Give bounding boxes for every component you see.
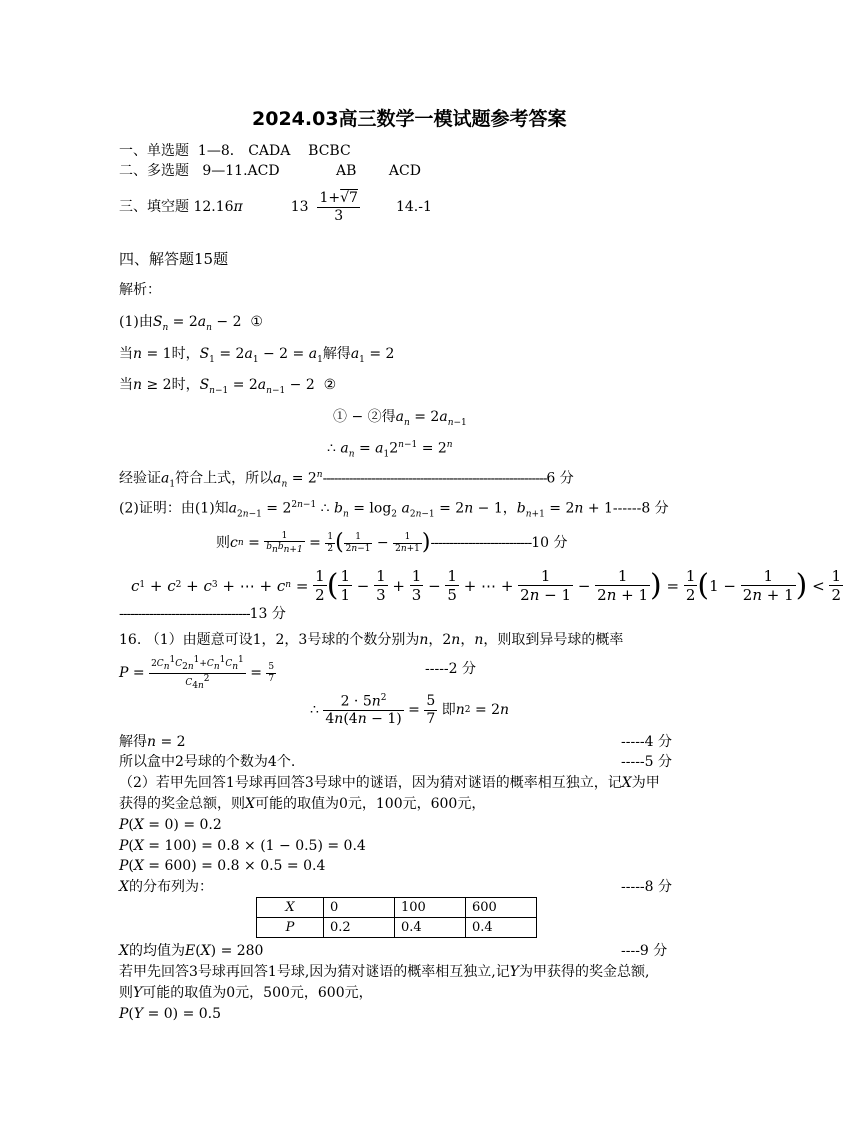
table-header-cell: X <box>257 898 324 918</box>
table-row <box>257 918 537 938</box>
q16-prob1: P(X = 0) = 0.2 <box>119 817 222 833</box>
table-header-cell: P <box>257 918 324 938</box>
q16-line2: P = $\frac{2C_n^1C_{2n}^1+C_n^1C_n^1}{C_{4n}^2}$ = $\frac{5}{7}$ <box>119 655 275 691</box>
q16-prob2: P(X = 100) = 0.8 × (1 − 0.5) = 0.4 <box>119 838 366 854</box>
q15-line7: (2)证明：由(1)知$a_{2n-1} = 2^{2n-1}$ ∴ $b_n = \log_2 a_{2n-1} = 2n - 1$，$b_{n+1} = 2n + 1------8$ 分 <box>119 500 669 520</box>
score: 8 分 <box>641 500 669 517</box>
q16-dist-label: X的分布列为： <box>119 879 213 895</box>
multi-choice-answers: 二、多选题 9—11.ACD AB ACD <box>119 163 421 179</box>
table-row <box>257 898 537 918</box>
q16-line3: ∴ $\frac{2 \cdot 5n^2}{4n(4n - 1)}$ = $\frac{5}{7}$ 即 n 2 = 2 n <box>310 693 510 728</box>
q16-line12: 则Y可能的取值为0元，500元，600元， <box>119 985 373 1001</box>
score: -----8 分 <box>621 879 673 895</box>
section-label: 三、填空题 <box>119 198 189 215</box>
score: 10 分 <box>531 534 568 551</box>
table-cell: 0.4 <box>395 918 466 938</box>
table-cell: 100 <box>395 898 466 918</box>
single-choice-answers: 一、单选题 1—8． CADA BCBC <box>119 143 351 159</box>
section-label: 一、单选题 <box>119 143 189 159</box>
score: -----2 分 <box>425 661 477 677</box>
q15-line1: (1)由$S_n = 2a_n - 2$ ① <box>119 314 263 333</box>
section-label: 四、解答题15题 <box>119 250 229 268</box>
q16-prob3: P(X = 600) = 0.8 × 0.5 = 0.4 <box>119 858 326 874</box>
distribution-table <box>256 897 537 938</box>
q15-line4: ① − ②得$a_n = 2a_{n-1}$ <box>333 409 467 428</box>
table-cell: 0.4 <box>466 918 537 938</box>
analysis-label: 解析： <box>119 282 161 298</box>
q15-line3: 当n ≥ 2时，$S_{n-1} = 2a_{n-1} - 2$ ② <box>119 377 337 396</box>
q16-line7: 获得的奖金总额，则X可能的取值为0元，100元，600元， <box>119 796 486 812</box>
q15-line9: c 1 + c 2 + c 3 + ⋯ + c n = $\frac{1}{2}$ ( $\frac{1}{1}$ − $\frac{1}{3}$ + $\frac{1}{3}$ − $\frac{1}{5}$ + ⋯ + $\frac{1}{2n - 1}$ − $\frac{1}{2n + 1}$ ) = $\frac{1}{2}$ ( 1 − $\frac{1}{2n + 1}$ ) < $\frac{1}{2}$ <box>131 567 842 604</box>
q15-line5: ∴ $a_n = a_12^{n-1} = 2^n$ <box>327 440 453 460</box>
table-cell: 0 <box>324 898 395 918</box>
q16-line6: （2）若甲先回答1号球再回答3号球中的谜语，因为猜对谜语的概率相互独立，记X为甲 <box>119 775 660 791</box>
q16-prob-y: P(Y = 0) = 0.5 <box>119 1006 222 1022</box>
q16-mean: X的均值为E(X) = 280 <box>119 943 264 959</box>
table-cell: 600 <box>466 898 537 918</box>
q16-line5: 所以盒中2号球的个数为4个. <box>119 754 296 770</box>
score: 13 分 <box>249 606 286 622</box>
section-label: 二、多选题 <box>119 163 189 179</box>
q16-line1: 16. （1）由题意可设1，2，3号球的个数分别为n，2n，n，则取到异号球的概率 <box>119 632 624 648</box>
score: 6 分 <box>546 470 574 487</box>
score: -----5 分 <box>621 754 673 770</box>
q15-line6: 经验证$a_1$符合上式，所以$a_n = 2^n------------------------------------------------------------6$ 分 <box>119 470 574 490</box>
score: -----4 分 <box>621 734 673 750</box>
page-title: 2024.03高三数学一模试题参考答案 <box>252 108 567 130</box>
q16-line11: 若甲先回答3号球再回答1号球,因为猜对谜语的概率相互独立,记Y为甲获得的奖金总额, <box>119 964 650 980</box>
score: ----9 分 <box>621 943 668 959</box>
q15-line10: -----------------------------------13 分 <box>119 606 286 622</box>
q13-fraction: $\frac{1+√7}{3}$ <box>319 190 358 224</box>
table-cell: 0.2 <box>324 918 395 938</box>
q15-line2: 当n = 1时，$S_1 = 2a_1 - 2 = a_1$解得$a_1 = 2$ <box>119 346 395 365</box>
q16-line4: 解得n = 2 <box>119 734 186 750</box>
q15-line8: 则 c n = $\frac{1}{b_nb_{n+1}}$ = $\frac{1}{2}$ ( $\frac{1}{2n-1}$ − $\frac{1}{2n+1}$ ) --------------------------- 10 分 <box>216 530 568 556</box>
fill-blank-answers: 三、填空题 12.16 π 13 $\frac{1+√7}{3}$ 14.-1 <box>119 190 432 224</box>
